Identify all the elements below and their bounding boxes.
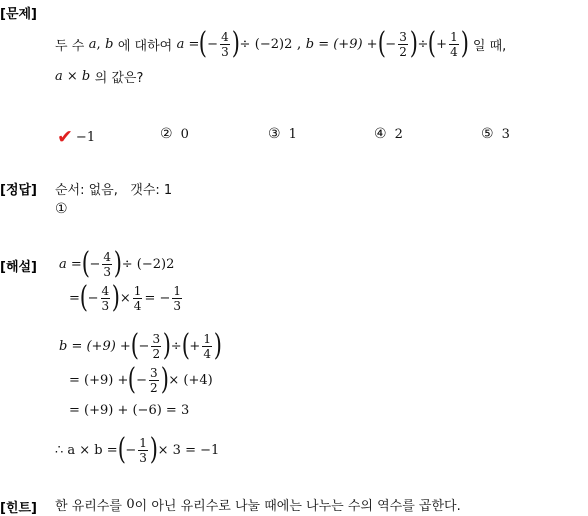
question-line-1: 두 수 a , b 에 대하여 a = ( − $\frac{4}{3}$ ) ÷ (−2) 2 , b = (+9) + ( − $\frac{3}{2}$ ) ÷ ( + $\frac{1}{4}$ ) 일 때, bbox=[55, 26, 507, 61]
paren-close: ) bbox=[409, 26, 418, 61]
explanation-line-5: = (+9) + (−6) = 3 bbox=[69, 403, 190, 418]
paren-open: ( bbox=[377, 26, 386, 61]
question-suffix: 일 때, bbox=[472, 38, 507, 54]
var-b: b bbox=[105, 36, 114, 52]
hint-text: 한 유리수를 0 이 아닌 유리수로 나눌 때에는 나누는 수의 역수를 곱한다. bbox=[55, 497, 461, 514]
question-prefix: 두 수 bbox=[55, 38, 85, 54]
paren-close: ) bbox=[231, 26, 240, 61]
fraction: $\frac{3}{2}$ bbox=[149, 365, 158, 395]
power-exponent: 2 bbox=[284, 36, 293, 52]
paren-close: ) bbox=[460, 26, 469, 61]
checkmark-icon: ✔ bbox=[57, 126, 73, 148]
var-a: a bbox=[88, 36, 97, 52]
fraction: $\frac{4}{3}$ bbox=[101, 283, 110, 313]
circled-number: ③ bbox=[268, 126, 281, 142]
circled-number: ④ bbox=[374, 126, 387, 142]
choice-1[interactable] bbox=[57, 126, 95, 148]
explanation-line-2: = ( − $\frac{4}{3}$ ) × $\frac{1}{4}$ = − $\frac{1}{3}$ bbox=[69, 280, 181, 315]
fraction: $\frac{1}{4}$ bbox=[133, 283, 142, 313]
power-base: (−2) bbox=[254, 36, 285, 52]
choice-2[interactable] bbox=[160, 126, 189, 142]
circled-number: ⑤ bbox=[481, 126, 494, 142]
div-operator: ÷ bbox=[417, 36, 429, 52]
choice-value: 3 bbox=[501, 126, 510, 142]
choice-value: 2 bbox=[394, 126, 403, 142]
explanation-line-3: b = (+9) + ( − $\frac{3}{2}$ ) ÷ ( + $\frac{1}{4}$ ) bbox=[59, 328, 222, 363]
circled-number: ② bbox=[160, 126, 173, 142]
fraction: $\frac{4}{3}$ bbox=[221, 29, 229, 59]
section-label-problem: [문제] bbox=[0, 7, 37, 22]
section-label-explanation: [해설] bbox=[0, 260, 37, 275]
comma: , bbox=[96, 36, 101, 52]
fraction: $\frac{4}{3}$ bbox=[103, 249, 112, 279]
explanation-line-1: a = ( − $\frac{4}{3}$ ) ÷ (−2) 2 bbox=[59, 246, 175, 281]
choice-5[interactable] bbox=[481, 126, 510, 142]
fraction: $\frac{3}{2}$ bbox=[152, 331, 161, 361]
answer-mark: ① bbox=[55, 201, 68, 217]
choice-4[interactable] bbox=[374, 126, 403, 142]
question-line-2 bbox=[55, 67, 143, 86]
fraction: $\frac{1}{4}$ bbox=[203, 331, 211, 361]
question-text-mid: 에 대하여 bbox=[117, 38, 173, 54]
paren-open: ( bbox=[428, 26, 437, 61]
answer-info: 순서: 없음, 갯수: 1 bbox=[55, 183, 173, 198]
paren-open: ( bbox=[199, 26, 208, 61]
section-label-answer: [정답] bbox=[0, 183, 37, 198]
fraction: $\frac{1}{3}$ bbox=[139, 435, 147, 465]
question-ask: 의 값은? bbox=[94, 71, 144, 86]
explanation-line-4: = (+9) + ( − $\frac{3}{2}$ ) × (+4) bbox=[69, 362, 213, 397]
explanation-line-6: ∴ a × b = ( − $\frac{1}{3}$ ) × 3 = −1 bbox=[55, 432, 220, 467]
choice-value: 0 bbox=[180, 126, 189, 142]
fraction: $\frac{3}{2}$ bbox=[399, 29, 407, 59]
question-expression: a × b bbox=[55, 69, 91, 84]
div-operator: ÷ bbox=[239, 36, 251, 52]
choice-3[interactable] bbox=[268, 126, 297, 142]
fraction: $\frac{1}{4}$ bbox=[450, 29, 458, 59]
fraction: $\frac{1}{3}$ bbox=[173, 283, 181, 313]
choice-value: −1 bbox=[75, 129, 96, 145]
a-def-lhs: a = bbox=[176, 36, 200, 52]
b-def-lhs: b = (+9) + bbox=[305, 36, 378, 52]
section-label-hint: [힌트] bbox=[0, 501, 37, 516]
choice-value: 1 bbox=[288, 126, 297, 142]
